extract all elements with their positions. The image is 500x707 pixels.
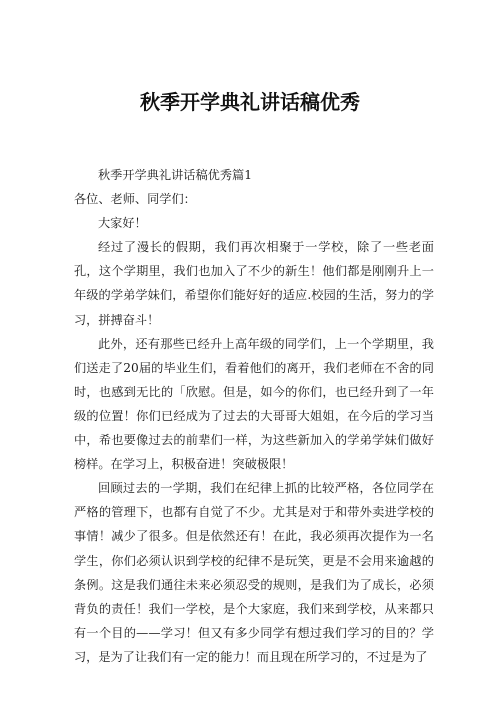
page-title: 秋季开学典礼讲话稿优秀 — [140, 90, 360, 114]
salutation: 各位、老师、同学们： — [74, 192, 196, 207]
section-title: 秋季开学典礼讲话稿优秀篇1 — [98, 168, 253, 182]
greeting: 大家好！ — [98, 216, 147, 231]
paragraph-2: 此外，还有那些已经升上高年级的同学们，上一个学期里，我们送走了20届的毕业生们，看着他们的离开，我们老师在不舍的同时，也感到无比的「欣慰。但是，如今的你们，也已经升到了一年级的位置！你们已经成为了过去的大哥哥大姐姐，在今后的学习当中，希也要像过去的前辈们一样，为这些新加入的学弟学妹们做好榜样。在学习上，积极奋进！突破极限！ — [74, 336, 434, 472]
paragraph-3: 回顾过去的一学期，我们在纪律上抓的比较严格，各位同学在严格的管理下，也都有自觉了不少。尤其是对于和带外卖进学校的事情！减少了很多。但是依然还有！在此，我必须再次提作为一名学生，你们必须认识到学校的纪律不是玩笑，更是不会用来逾越的条例。这是我们通往未来必须忍受的规则，是我们为了成长，必须背负的责任！我们一学校，是个大家庭，我们来到学校，从来都只有一个目的——学习！但又有多少同学有想过我们学习的目的？学习，是为了让我们有一定的能力！而且现在所学习的，不过是为了 — [74, 481, 434, 664]
paragraph-1: 经过了漫长的假期，我们再次相聚于一学校，除了一些老面孔，这个学期里，我们也加入了不少的新生！他们都是刚刚升上一年级的学弟学妹们，希望你们能好好的适应.校园的生活，努力的学习，拼搏奋斗！ — [74, 240, 434, 327]
document-body — [74, 163, 434, 669]
